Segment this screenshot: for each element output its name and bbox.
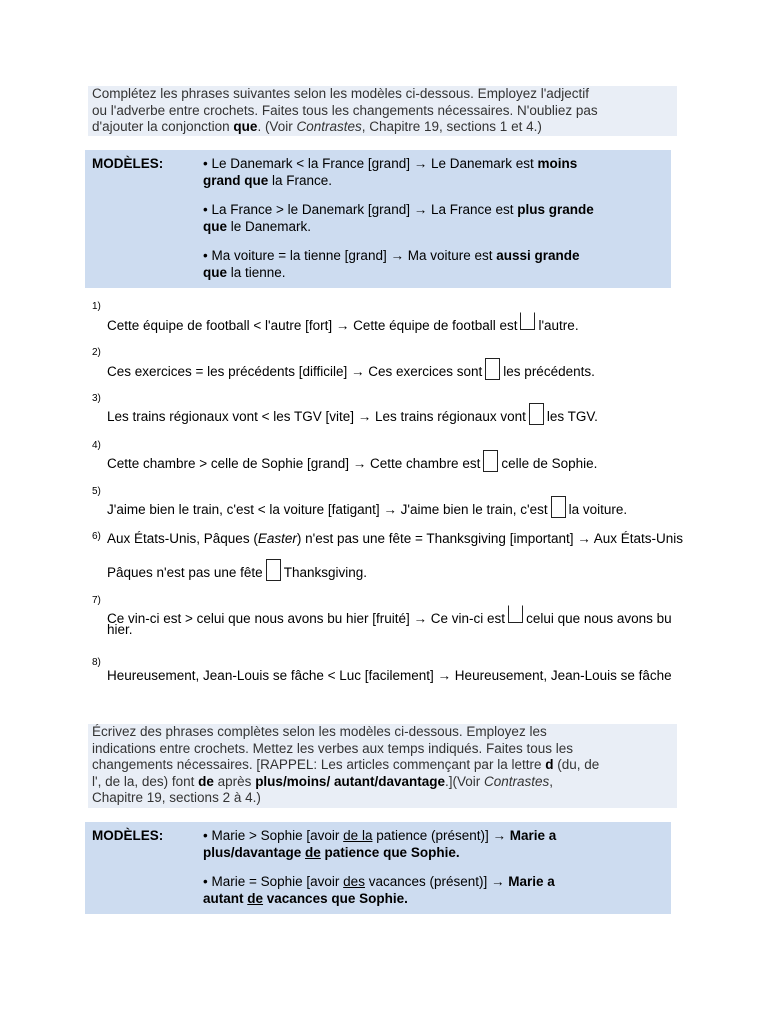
answer-field[interactable] bbox=[483, 450, 498, 472]
answer: que bbox=[203, 264, 228, 280]
text: , Chapitre 19, sections 1 et 4.) bbox=[361, 119, 542, 134]
exercise-line bbox=[107, 450, 597, 472]
answer: moins bbox=[537, 156, 578, 171]
instructions-1-line1: Complétez les phrases suivantes selon les modèles ci-dessous. Employez l'adjectif bbox=[92, 86, 590, 101]
exercise-line: hier. bbox=[107, 622, 133, 637]
keyword-que: que bbox=[233, 119, 258, 134]
answer-field[interactable] bbox=[551, 496, 566, 518]
answer: patience que Sophie. bbox=[320, 844, 460, 860]
instructions-1 bbox=[88, 86, 677, 136]
text: d'ajouter la conjonction bbox=[92, 119, 234, 134]
exercise-line bbox=[107, 559, 367, 581]
prompt: ) n'est pas une fête = Thanksgiving [important] → Aux États-Unis bbox=[296, 531, 684, 546]
answer-field[interactable] bbox=[508, 605, 523, 623]
exercise-line bbox=[107, 312, 579, 334]
prompt: Les trains régionaux vont < les TGV [vite] → Les trains régionaux vont bbox=[107, 409, 526, 424]
prompt-end: les TGV. bbox=[546, 409, 598, 424]
instructions-1-line2: ou l'adverbe entre crochets. Faites tous les changements nécessaires. N'oubliez pas bbox=[92, 102, 598, 118]
answer: aussi grande bbox=[496, 248, 580, 263]
instructions-1-line3 bbox=[92, 119, 673, 136]
instructions-2-line4 bbox=[92, 774, 673, 791]
prompt-end: celle de Sophie. bbox=[501, 456, 598, 471]
exercise-line bbox=[107, 496, 627, 518]
answer-article: de bbox=[247, 890, 264, 906]
book-title: Contrastes bbox=[484, 773, 550, 789]
model-example bbox=[203, 248, 653, 281]
answer: vacances que Sophie. bbox=[263, 890, 408, 906]
text: le Danemark. bbox=[227, 218, 312, 234]
text: patience (présent)] → bbox=[372, 828, 510, 843]
answer: que bbox=[203, 218, 228, 234]
instructions-2-line3 bbox=[92, 757, 673, 774]
exercise-number: 7) bbox=[92, 595, 101, 606]
article: des bbox=[343, 874, 365, 889]
prompt-end: Thanksgiving. bbox=[283, 565, 367, 580]
keyword: plus/moins/ autant/davantage bbox=[255, 773, 445, 789]
answer: Marie a bbox=[509, 828, 557, 843]
prompt: Aux États-Unis, Pâques ( bbox=[107, 531, 258, 546]
answer: autant bbox=[203, 890, 248, 906]
instructions-2-line5: Chapitre 19, sections 2 à 4.) bbox=[92, 790, 261, 805]
models-box-2 bbox=[85, 822, 671, 914]
text: • Le Danemark < la France [grand] → Le Danemark est bbox=[203, 156, 538, 171]
text: .](Voir bbox=[444, 773, 484, 789]
prompt: Pâques n'est pas une fête bbox=[107, 565, 263, 580]
text: la France. bbox=[268, 172, 333, 188]
exercise-number: 6) bbox=[92, 531, 101, 542]
answer: plus/davantage bbox=[203, 844, 306, 860]
prompt: Cette chambre > celle de Sophie [grand] → Cette chambre est bbox=[107, 456, 481, 471]
instructions-2-line2: indications entre crochets. Mettez les verbes aux temps indiqués. Faites tous les bbox=[92, 740, 573, 756]
article: de la bbox=[343, 828, 373, 843]
answer-field[interactable] bbox=[520, 312, 535, 330]
prompt-end: les précédents. bbox=[503, 364, 595, 379]
text: . (Voir bbox=[257, 119, 297, 134]
text: • La France > le Danemark [grand] → La France est bbox=[203, 202, 518, 217]
instructions-2-line1: Écrivez des phrases complètes selon les modèles ci-dessous. Employez les bbox=[92, 724, 547, 739]
model-example bbox=[203, 156, 653, 189]
models-label: MODÈLES: bbox=[92, 156, 164, 171]
answer-field[interactable] bbox=[266, 559, 281, 581]
instructions-2 bbox=[88, 724, 677, 808]
models-label: MODÈLES: bbox=[92, 828, 164, 843]
answer-field[interactable] bbox=[529, 403, 544, 425]
model-example bbox=[203, 874, 653, 907]
prompt-end: la voiture. bbox=[568, 502, 628, 517]
prompt: J'aime bien le train, c'est < la voiture [fatigant] → J'aime bien le train, c'est bbox=[107, 502, 548, 517]
text: vacances (présent)] → bbox=[364, 874, 509, 889]
text: l', de la, des) font bbox=[92, 773, 199, 789]
exercise-number: 3) bbox=[92, 393, 101, 404]
prompt-english: Easter bbox=[257, 531, 297, 546]
prompt: Ces exercices = les précédents [difficile] → Ces exercices sont bbox=[107, 364, 483, 379]
exercise-number: 8) bbox=[92, 657, 101, 668]
text: • Marie > Sophie [avoir bbox=[203, 828, 344, 843]
exercise-number: 1) bbox=[92, 301, 101, 312]
models-box-1 bbox=[85, 150, 671, 288]
exercise-number: 5) bbox=[92, 486, 101, 497]
book-title: Contrastes bbox=[296, 119, 362, 134]
answer: Marie a bbox=[508, 874, 555, 889]
answer: plus grande bbox=[517, 202, 594, 217]
prompt: Cette équipe de football < l'autre [fort] → Cette équipe de football est bbox=[107, 318, 518, 333]
exercise-line bbox=[107, 531, 683, 547]
prompt: Ce vin-ci est > celui que nous avons bu hier [fruité] → Ce vin-ci est bbox=[107, 611, 506, 626]
text: , bbox=[549, 773, 554, 789]
exercise-line bbox=[107, 605, 672, 627]
exercise-number: 4) bbox=[92, 440, 101, 451]
answer-field[interactable] bbox=[485, 358, 500, 380]
prompt-end: l'autre. bbox=[538, 318, 579, 333]
prompt-end: celui que nous avons bu bbox=[526, 611, 672, 626]
model-example bbox=[203, 202, 653, 235]
text: la tienne. bbox=[227, 264, 286, 280]
text: • Marie = Sophie [avoir bbox=[203, 874, 344, 889]
exercise-line: Heureusement, Jean-Louis se fâche < Luc [facilement] → Heureusement, Jean-Louis se fâche bbox=[107, 668, 672, 683]
text: changements nécessaires. [RAPPEL: Les articles commençant par la lettre bbox=[92, 757, 546, 772]
exercise-line bbox=[107, 403, 598, 425]
exercise-number: 2) bbox=[92, 347, 101, 358]
keyword: d bbox=[545, 757, 554, 772]
text: • Ma voiture = la tienne [grand] → Ma voiture est bbox=[203, 248, 497, 263]
keyword: de bbox=[198, 773, 214, 789]
text: (du, de bbox=[553, 757, 600, 772]
text: après bbox=[213, 773, 256, 789]
answer: grand que bbox=[203, 172, 269, 188]
model-example bbox=[203, 828, 653, 861]
exercise-line bbox=[107, 358, 595, 380]
answer-article: de bbox=[305, 844, 321, 860]
